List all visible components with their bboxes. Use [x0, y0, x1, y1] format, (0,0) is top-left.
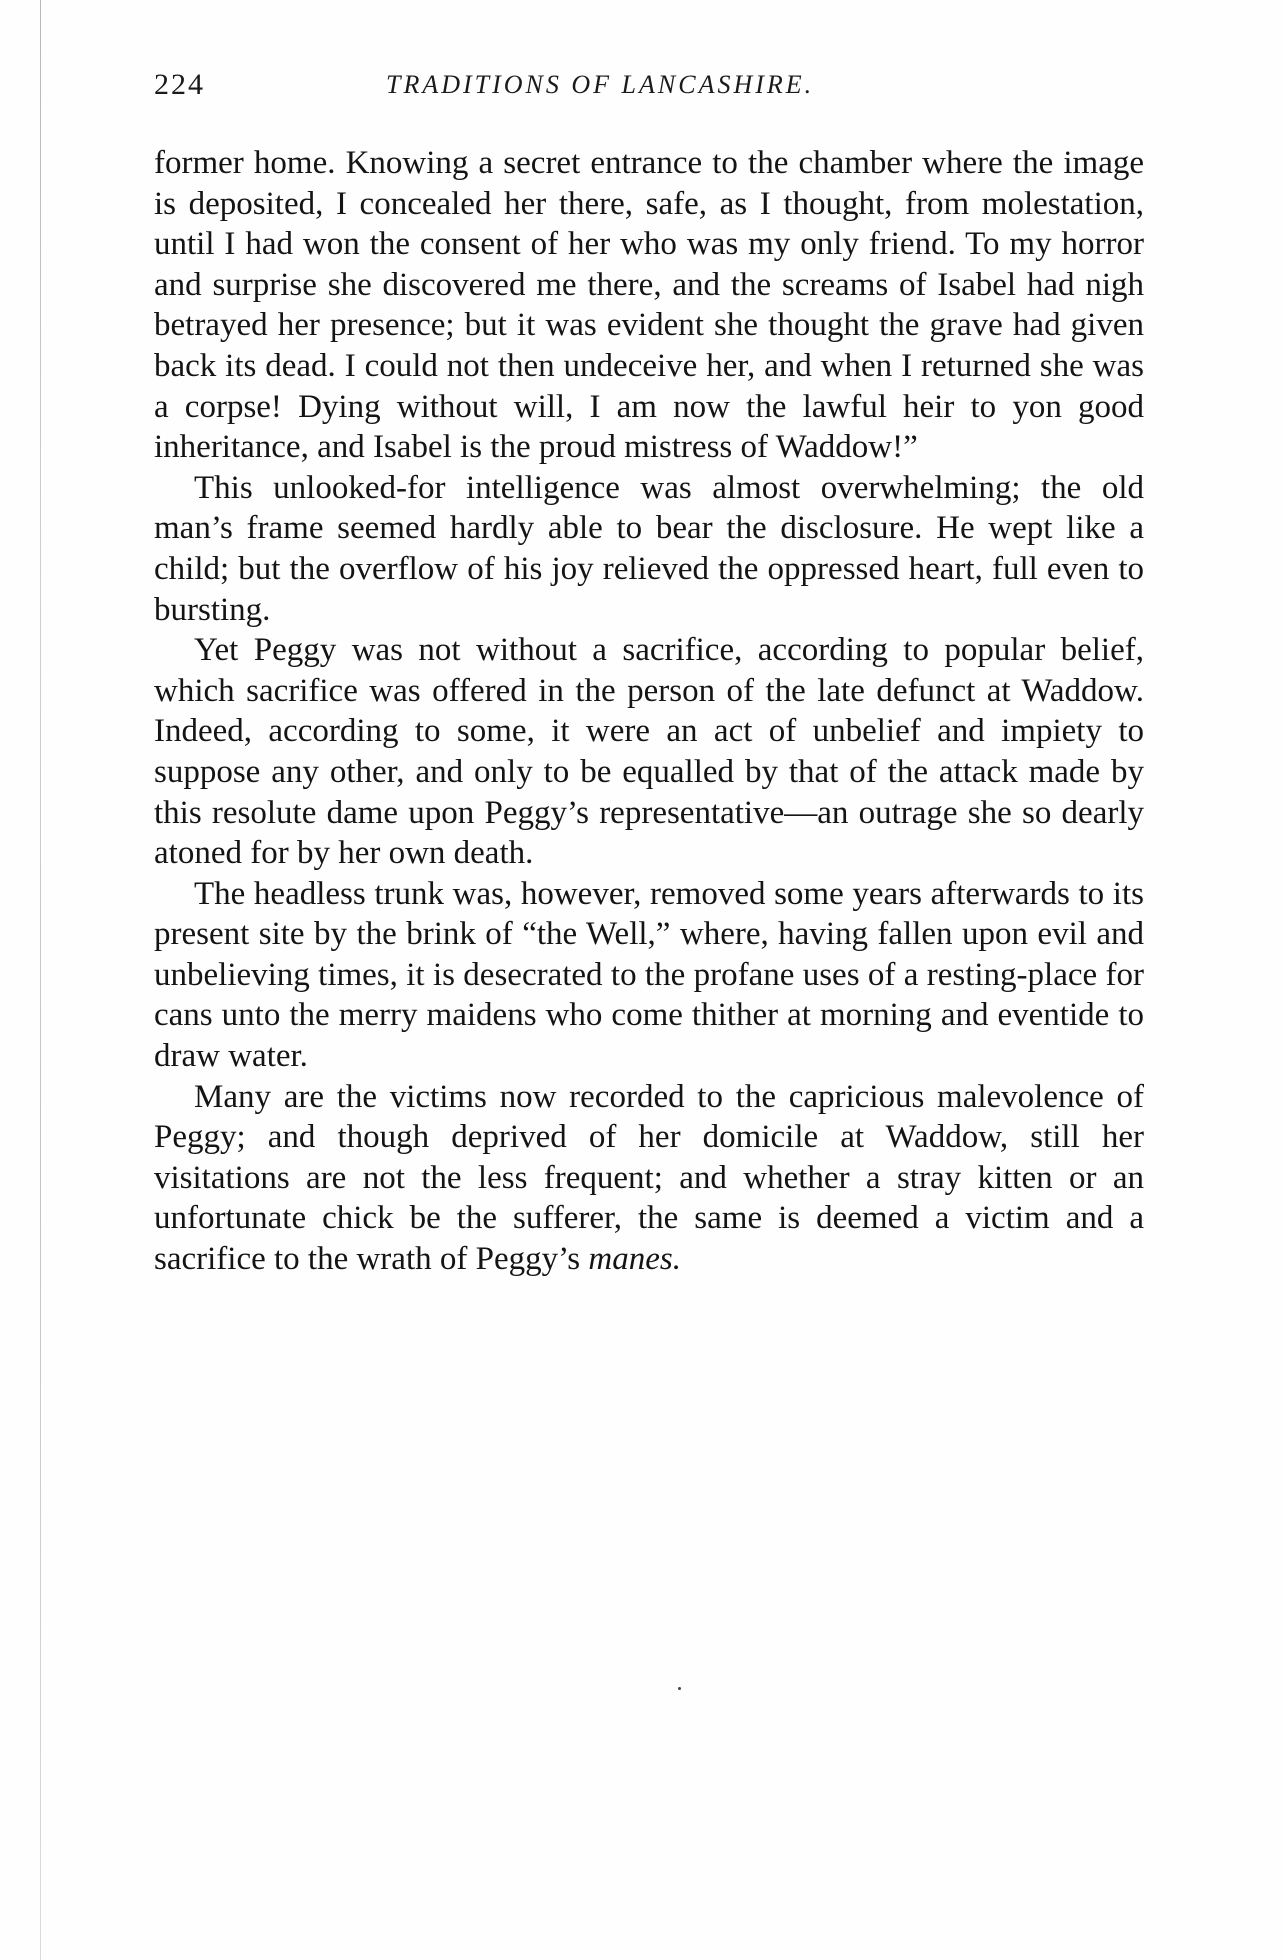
paragraph: [154, 1077, 1144, 1280]
ink-speck: [678, 1687, 681, 1690]
paragraph-text: Many are the victims now recorded to the capricious malevolence of Peggy; and though deprived of her domicile at Waddow, still her visitations are not the less frequent; and whether a stray kitten or an unfortunate chick be the sufferer, the same is deemed a victim and a sacrifice to the wrath of Peggy’s: [154, 1078, 1144, 1278]
body-text: [154, 143, 1144, 1280]
page-number: 224: [154, 68, 205, 101]
paragraph: former home. Knowing a secret entrance to the chamber where the image is deposited, I concealed her there, safe, as I thought, from molestation, until I had won the consent of her who was my only friend. To my horror and surprise she discovered me there, and the screams of Isabel had nigh betrayed her presence; but it was evident she thought the grave had given back its dead. I could not then undeceive her, and when I returned she was a corpse! Dying without will, I am now the lawful heir to yon good inheritance, and Isabel is the proud mistress of Waddow!”: [154, 145, 1144, 466]
paragraph: The headless trunk was, however, removed some years afterwards to its present site by the brink of “the Well,” where, having fallen upon evil and unbelieving times, it is desecrated to the profane uses of a resting-place for cans unto the merry maidens who come thither at morning and eventide to draw water.: [154, 875, 1144, 1075]
paragraph: Yet Peggy was not without a sacrifice, according to popular belief, which sacrifice was offered in the person of the late defunct at Waddow. Indeed, according to some, it were an act of unbelief and impiety to suppose any other, and only to be equalled by that of the attack made by this resolute dame upon Peggy’s representative—an outrage she so dearly atoned for by her own death.: [154, 632, 1144, 872]
page-header: [154, 68, 1144, 108]
italic-word: manes.: [588, 1241, 681, 1278]
page-gutter-edge: [40, 0, 41, 1960]
running-head: TRADITIONS OF LANCASHIRE.: [386, 70, 815, 99]
paragraph: This unlooked-for intelligence was almost overwhelming; the old man’s frame seemed hardly able to bear the disclosure. He wept like a child; but the overflow of his joy relieved the oppressed heart, full even to bursting.: [154, 469, 1144, 628]
